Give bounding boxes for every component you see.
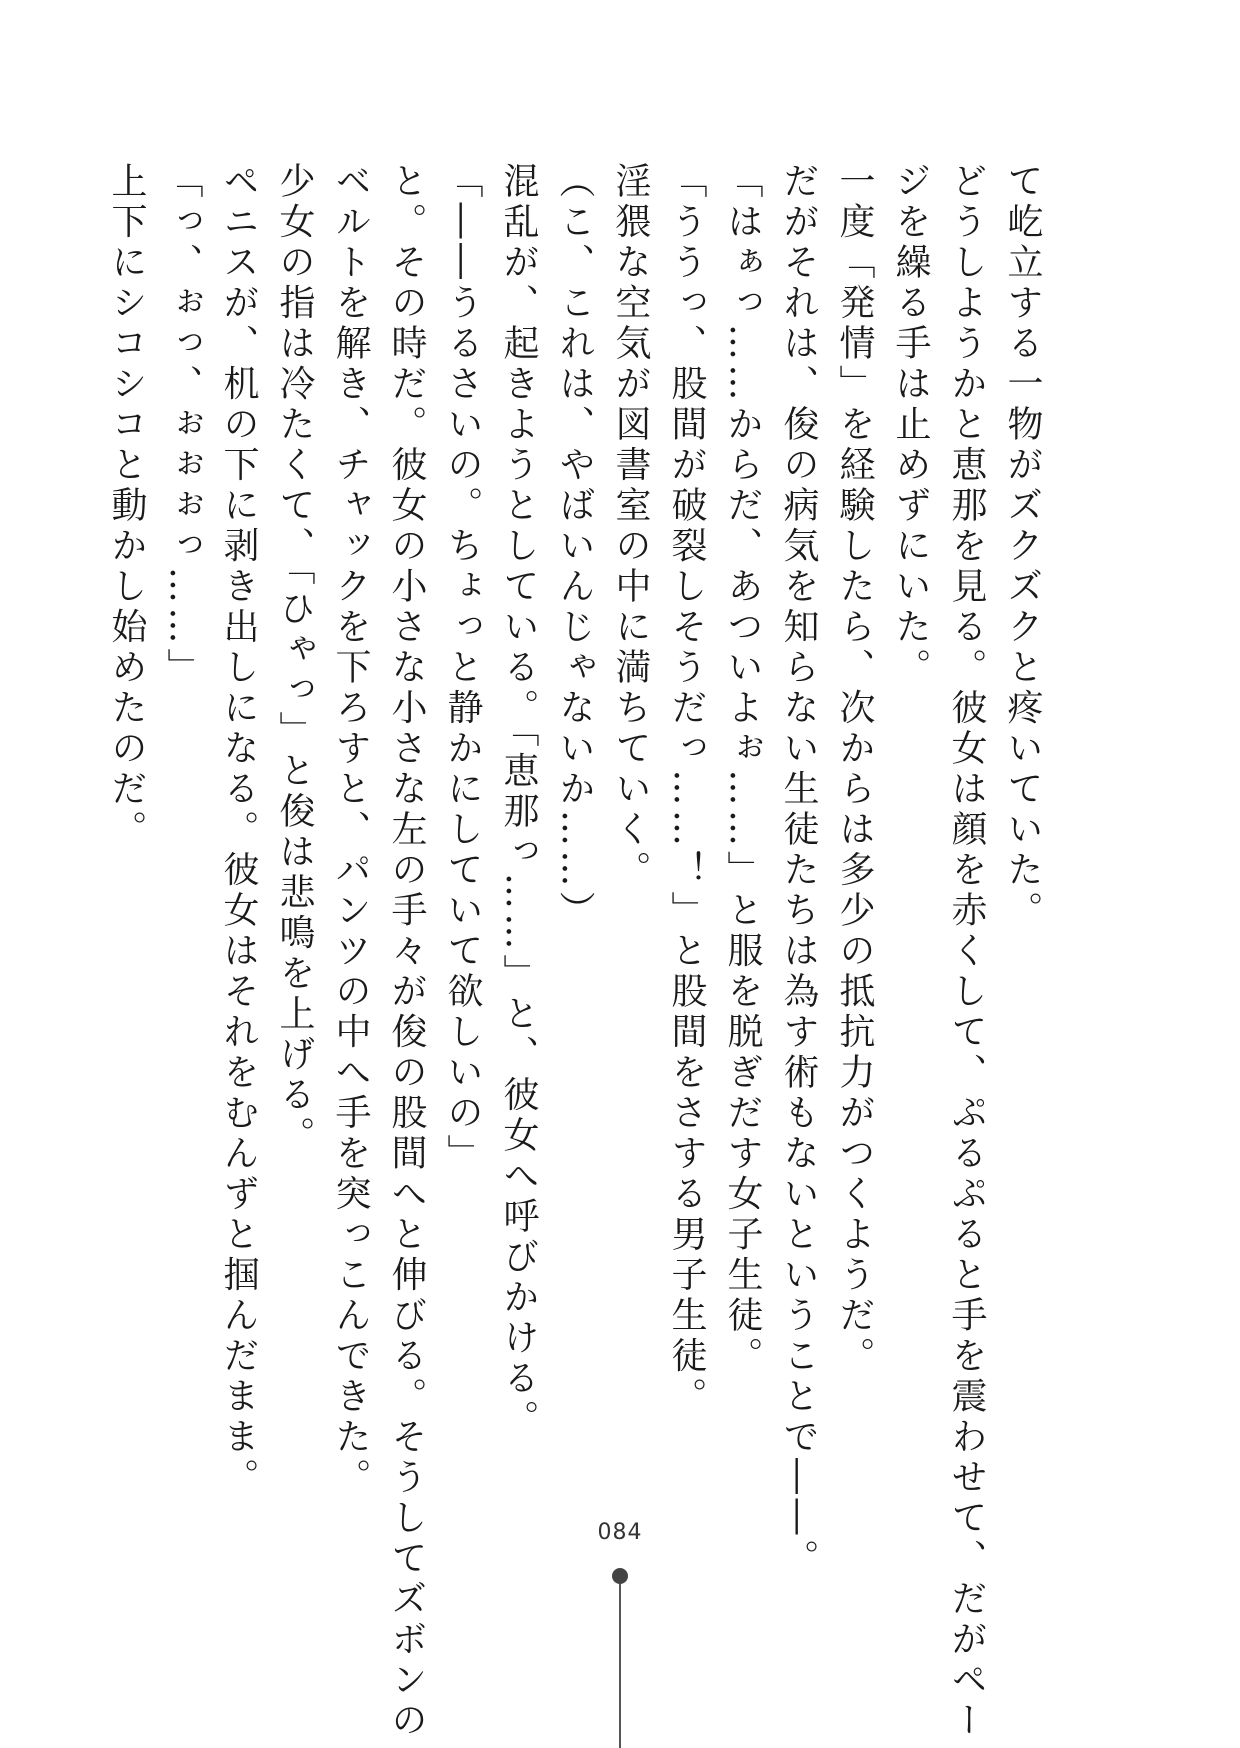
- text-line: ベルトを解き、チャックを下ろすと、パンツの中へ手を突っこんできた。: [330, 162, 371, 1499]
- text-line: と。その時だ。彼女の小さな小さな左の手々が俊の股間へと伸びる。そうしてズボンの: [386, 162, 427, 1742]
- text-line: （こ、これは、やばいんじゃないか……）: [554, 162, 595, 932]
- text-line: だがそれは、俊の病気を知らない生徒たちは為す術もないということで――。: [778, 162, 819, 1580]
- text-line: ジを繰る手は止めずにいた。: [890, 162, 931, 689]
- text-line: て屹立する一物がズクズクと疼いていた。: [1002, 162, 1043, 932]
- text-line: どうしようかと恵那を見る。彼女は顔を赤くして、ぷるぷると手を震わせて、だがペー: [946, 162, 987, 1742]
- text-line: 「はぁっ……からだ、あついよぉ……」と服を脱ぎだす女子生徒。: [722, 162, 763, 1377]
- text-line: ペニスが、机の下に剥き出しになる。彼女はそれをむんずと掴んだまま。: [218, 162, 259, 1499]
- page-number: 084: [597, 1520, 643, 1545]
- text-line: 混乱が、起きようとしている。「恵那っ……」と、彼女へ呼びかける。: [498, 162, 539, 1440]
- text-line: 一度「発情」を経験したら、次からは多少の抵抗力がつくようだ。: [834, 162, 875, 1377]
- text-line: 上下にシコシコと動かし始めたのだ。: [106, 162, 147, 851]
- text-line: 少女の指は冷たくて、「ひゃっ」と俊は悲鳴を上げる。: [274, 162, 315, 1157]
- text-line: 「ううっ、股間が破裂しそうだっ……！」と股間をさする男子生徒。: [666, 162, 707, 1418]
- page-marker-line: [619, 1584, 621, 1748]
- text-line: 淫猥な空気が図書室の中に満ちていく。: [610, 162, 651, 891]
- text-line: 「っ、ぉっ、ぉぉぉっ……」: [162, 162, 203, 689]
- text-line: 「――うるさいの。ちょっと静かにしていて欲しいの」: [442, 162, 483, 1175]
- page-marker-dot: [612, 1568, 628, 1584]
